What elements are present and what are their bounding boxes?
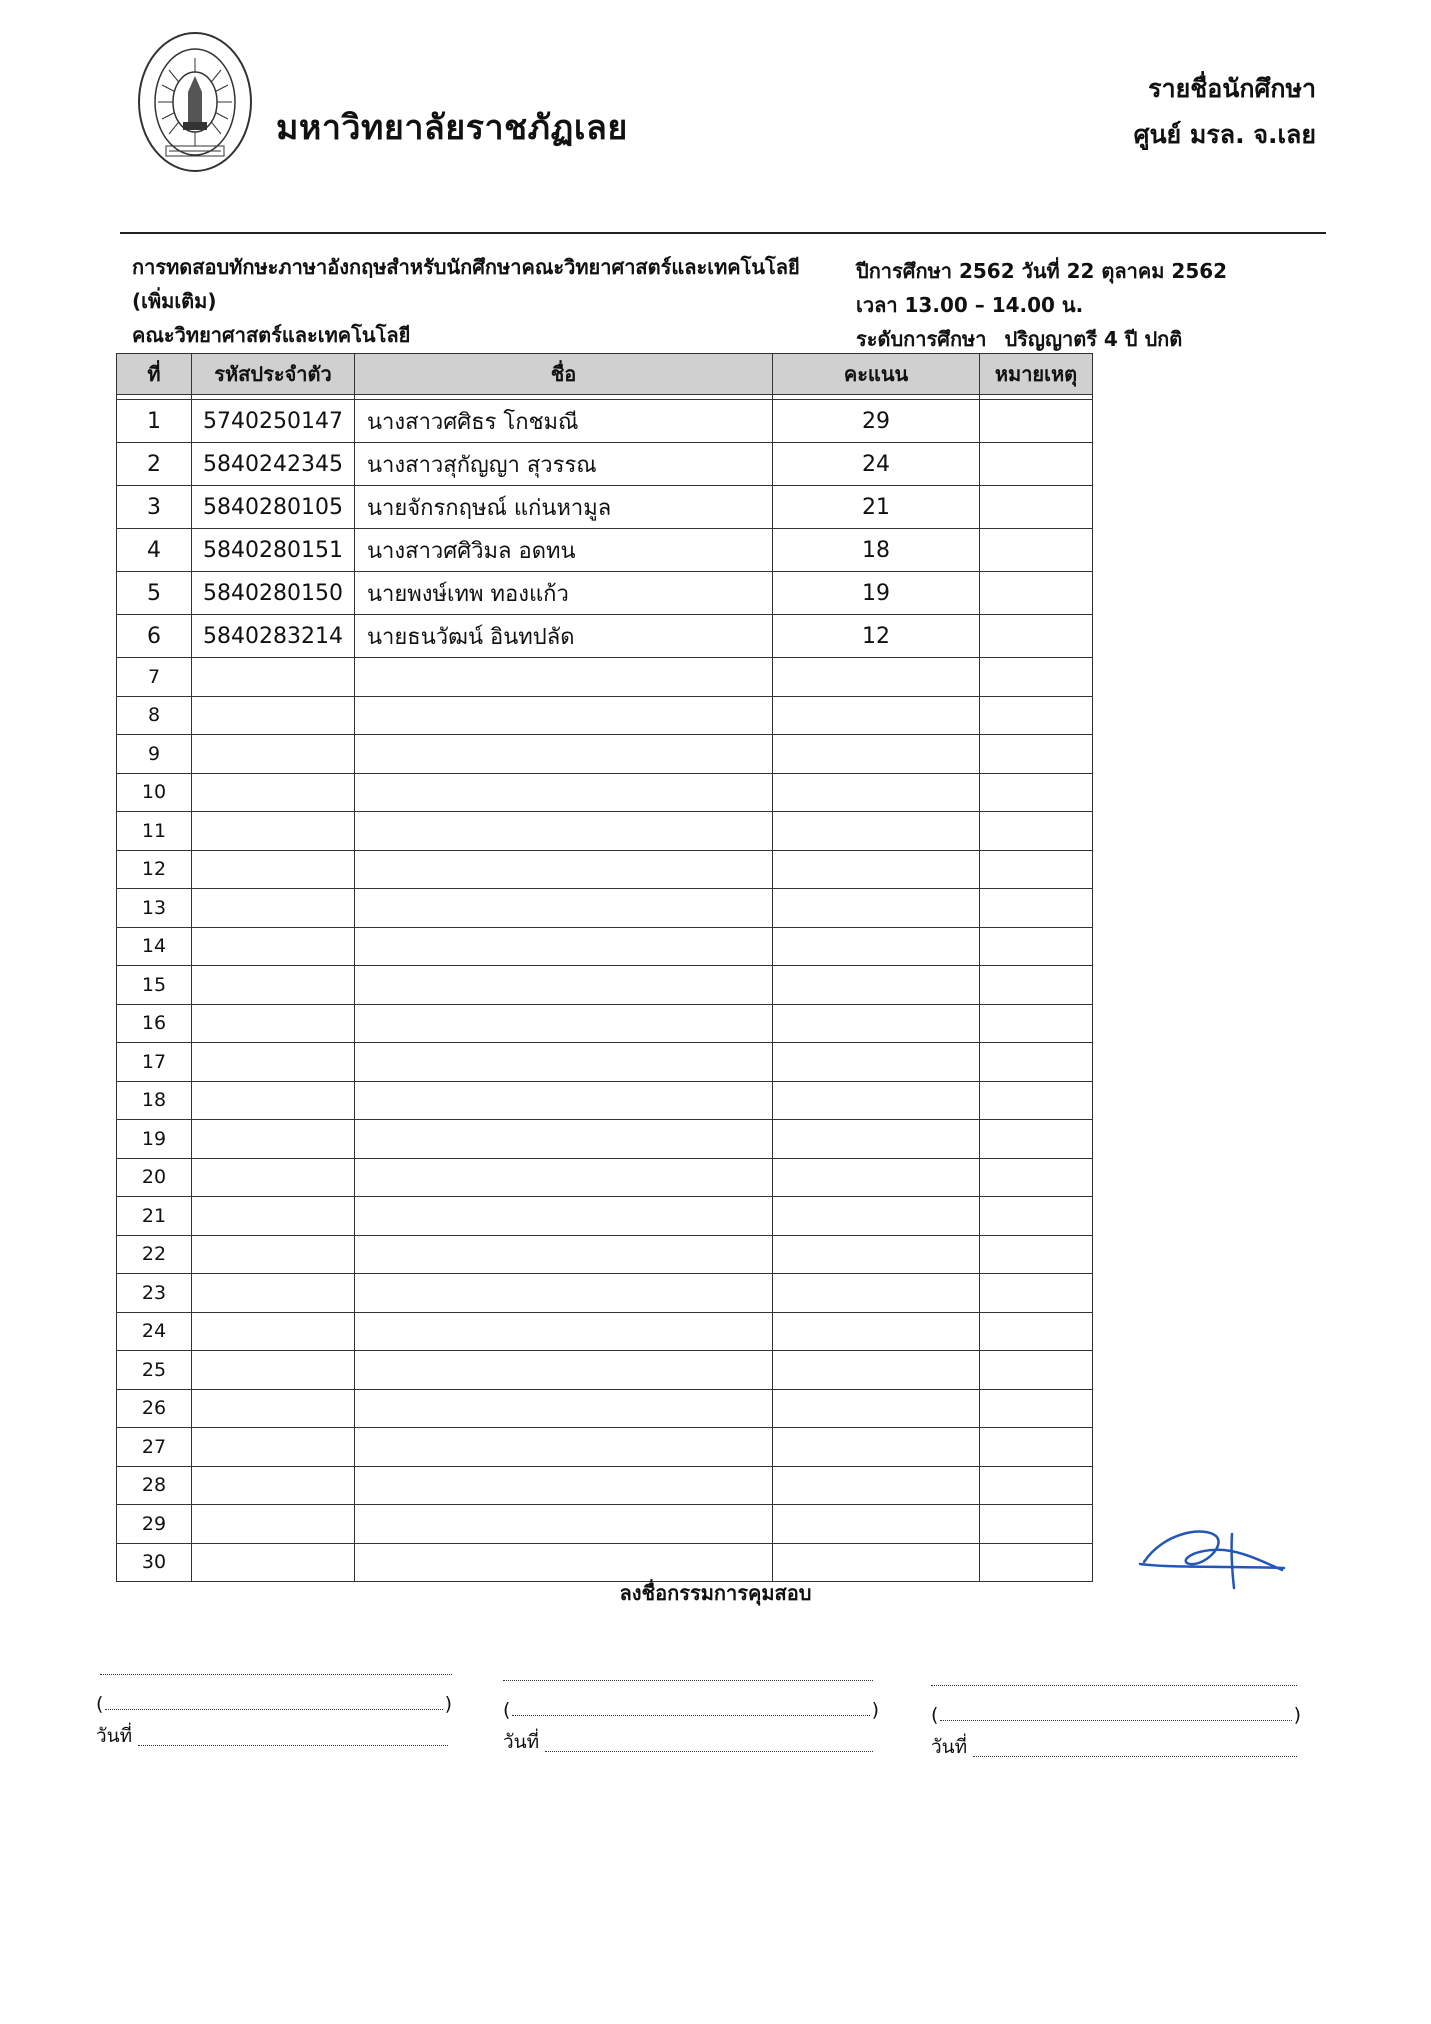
student-id: 5840283214 <box>192 615 355 658</box>
row-number: 19 <box>117 1120 192 1159</box>
education-level <box>856 322 1227 356</box>
education-level-label: ระดับการศึกษา <box>856 327 987 351</box>
row-number: 26 <box>117 1389 192 1428</box>
header-student-id: รหัสประจำตัว <box>192 354 355 395</box>
remark <box>980 1543 1093 1582</box>
student-score <box>773 1004 980 1043</box>
table-row <box>117 486 1093 529</box>
signature-name-line <box>96 1681 452 1715</box>
table-row <box>117 572 1093 615</box>
student-score <box>773 773 980 812</box>
student-name: นางสาวศศิวิมล อดทน <box>355 529 773 572</box>
row-number: 6 <box>117 615 192 658</box>
table-row <box>117 735 1093 774</box>
table-row <box>117 658 1093 697</box>
row-number: 28 <box>117 1466 192 1505</box>
table-row <box>117 773 1093 812</box>
open-paren: ( <box>96 1693 104 1715</box>
university-seal-icon <box>136 30 254 175</box>
student-id <box>192 1235 355 1274</box>
remark <box>980 615 1093 658</box>
faculty-name: คณะวิทยาศาสตร์และเทคโนโลยี <box>132 323 411 347</box>
student-score <box>773 1081 980 1120</box>
remark <box>980 1312 1093 1351</box>
row-number: 30 <box>117 1543 192 1582</box>
header-name: ชื่อ <box>355 354 773 395</box>
date-label: วันที่ <box>503 1731 540 1753</box>
row-number: 3 <box>117 486 192 529</box>
student-id <box>192 966 355 1005</box>
row-number: 22 <box>117 1235 192 1274</box>
row-number: 11 <box>117 812 192 851</box>
table-row <box>117 1274 1093 1313</box>
header-score: คะแนน <box>773 354 980 395</box>
student-id: 5840242345 <box>192 443 355 486</box>
student-score <box>773 966 980 1005</box>
table-body <box>117 395 1093 1582</box>
signature-line <box>931 1663 1297 1686</box>
student-name <box>355 1158 773 1197</box>
student-name <box>355 850 773 889</box>
student-name: นายจักรกฤษณ์ แก่นหามูล <box>355 486 773 529</box>
remark <box>980 735 1093 774</box>
exam-title-line2: (เพิ่มเติม) <box>132 289 217 313</box>
student-score <box>773 850 980 889</box>
signature-date-line <box>503 1723 879 1757</box>
row-number: 18 <box>117 1081 192 1120</box>
row-number: 1 <box>117 400 192 443</box>
table-row <box>117 400 1093 443</box>
student-score <box>773 1043 980 1082</box>
row-number: 4 <box>117 529 192 572</box>
header-remark: หมายเหตุ <box>980 354 1093 395</box>
student-id <box>192 1389 355 1428</box>
student-score <box>773 812 980 851</box>
student-name <box>355 1428 773 1467</box>
signature-name-line <box>931 1692 1301 1726</box>
student-score <box>773 1428 980 1467</box>
table-row <box>117 1428 1093 1467</box>
student-score <box>773 1466 980 1505</box>
student-id <box>192 1004 355 1043</box>
student-name <box>355 658 773 697</box>
date-label: วันที่ <box>96 1725 133 1747</box>
date-label: วันที่ <box>931 1736 968 1758</box>
remark <box>980 658 1093 697</box>
remark <box>980 812 1093 851</box>
student-id <box>192 773 355 812</box>
remark <box>980 1158 1093 1197</box>
table-row <box>117 1004 1093 1043</box>
student-name <box>355 1312 773 1351</box>
signature-date-line <box>96 1717 452 1751</box>
remark <box>980 927 1093 966</box>
student-name <box>355 1351 773 1390</box>
signature-heading: ลงชื่อกรรมการคุมสอบ <box>619 1581 812 1605</box>
table-row <box>117 1043 1093 1082</box>
student-name <box>355 1235 773 1274</box>
row-number: 24 <box>117 1312 192 1351</box>
row-number: 25 <box>117 1351 192 1390</box>
education-level-value: ปริญญาตรี 4 ปี ปกติ <box>1004 327 1183 351</box>
student-name: นายพงษ์เทพ ทองแก้ว <box>355 572 773 615</box>
exam-date: ปีการศึกษา 2562 วันที่ 22 ตุลาคม 2562 <box>856 259 1228 283</box>
student-id <box>192 927 355 966</box>
remark <box>980 1043 1093 1082</box>
remark <box>980 696 1093 735</box>
student-id <box>192 1505 355 1544</box>
remark <box>980 443 1093 486</box>
student-name: นางสาวสุกัญญา สุวรรณ <box>355 443 773 486</box>
table-row <box>117 1351 1093 1390</box>
student-id <box>192 658 355 697</box>
row-number: 9 <box>117 735 192 774</box>
remark <box>980 1351 1093 1390</box>
student-score <box>773 1351 980 1390</box>
table-row <box>117 1312 1093 1351</box>
remark <box>980 966 1093 1005</box>
student-roster-table <box>116 353 1093 1582</box>
student-name <box>355 966 773 1005</box>
student-name <box>355 1389 773 1428</box>
center-name: ศูนย์ มรล. จ.เลย <box>1133 120 1316 149</box>
close-paren: ) <box>1293 1704 1301 1726</box>
student-name <box>355 1004 773 1043</box>
row-number: 12 <box>117 850 192 889</box>
exam-time: เวลา 13.00 – 14.00 น. <box>856 293 1084 317</box>
remark <box>980 889 1093 928</box>
remark <box>980 572 1093 615</box>
student-name <box>355 1197 773 1236</box>
student-name <box>355 1543 773 1582</box>
remark <box>980 1197 1093 1236</box>
student-score: 18 <box>773 529 980 572</box>
student-score: 21 <box>773 486 980 529</box>
header-no: ที่ <box>117 354 192 395</box>
student-name <box>355 735 773 774</box>
remark <box>980 1428 1093 1467</box>
student-id <box>192 1197 355 1236</box>
student-id <box>192 1543 355 1582</box>
student-name <box>355 1466 773 1505</box>
student-score <box>773 1120 980 1159</box>
student-id <box>192 696 355 735</box>
student-name <box>355 773 773 812</box>
row-number: 20 <box>117 1158 192 1197</box>
row-number: 2 <box>117 443 192 486</box>
close-paren: ) <box>444 1693 452 1715</box>
remark <box>980 400 1093 443</box>
remark <box>980 1004 1093 1043</box>
student-id <box>192 1428 355 1467</box>
student-score <box>773 1389 980 1428</box>
header-divider <box>120 232 1326 234</box>
student-name <box>355 1120 773 1159</box>
remark <box>980 1120 1093 1159</box>
student-name <box>355 1043 773 1082</box>
exam-info-left <box>132 250 800 352</box>
student-id <box>192 812 355 851</box>
table-row <box>117 850 1093 889</box>
student-id: 5840280151 <box>192 529 355 572</box>
table-row <box>117 443 1093 486</box>
table-row <box>117 927 1093 966</box>
student-id <box>192 1043 355 1082</box>
table-header-row <box>117 354 1093 395</box>
remark <box>980 486 1093 529</box>
remark <box>980 773 1093 812</box>
student-name: นางสาวศศิธร โกชมณี <box>355 400 773 443</box>
student-score: 12 <box>773 615 980 658</box>
exam-title-line1: การทดสอบทักษะภาษาอังกฤษสำหรับนักศึกษาคณะวิทยาศาสตร์และเทคโนโลยี <box>132 255 800 279</box>
student-score: 24 <box>773 443 980 486</box>
table-row <box>117 889 1093 928</box>
student-name <box>355 1505 773 1544</box>
table-row <box>117 529 1093 572</box>
signature-name-line <box>503 1687 879 1721</box>
table-row <box>117 966 1093 1005</box>
table-row <box>117 1120 1093 1159</box>
row-number: 16 <box>117 1004 192 1043</box>
open-paren: ( <box>503 1699 511 1721</box>
table-row <box>117 696 1093 735</box>
signature-block-1 <box>96 1652 452 1751</box>
student-id <box>192 1312 355 1351</box>
student-name: นายธนวัฒน์ อินทปลัด <box>355 615 773 658</box>
student-name <box>355 889 773 928</box>
table-row <box>117 812 1093 851</box>
row-number: 21 <box>117 1197 192 1236</box>
open-paren: ( <box>931 1704 939 1726</box>
row-number: 15 <box>117 966 192 1005</box>
remark <box>980 1081 1093 1120</box>
student-id <box>192 735 355 774</box>
student-score <box>773 1543 980 1582</box>
row-number: 7 <box>117 658 192 697</box>
student-score <box>773 889 980 928</box>
document-heading <box>1134 66 1316 158</box>
student-score <box>773 1312 980 1351</box>
remark <box>980 1389 1093 1428</box>
row-number: 13 <box>117 889 192 928</box>
row-number: 23 <box>117 1274 192 1313</box>
student-id <box>192 1120 355 1159</box>
table-row <box>117 1081 1093 1120</box>
table-row <box>117 1389 1093 1428</box>
signature-block-3 <box>931 1663 1301 1762</box>
student-name <box>355 1274 773 1313</box>
remark <box>980 1505 1093 1544</box>
signature-line <box>503 1658 873 1681</box>
student-score <box>773 658 980 697</box>
table-row <box>117 615 1093 658</box>
student-score <box>773 1274 980 1313</box>
row-number: 14 <box>117 927 192 966</box>
table-row <box>117 1466 1093 1505</box>
student-id <box>192 1466 355 1505</box>
university-name: มหาวิทยาลัยราชภัฏเลย <box>276 108 628 148</box>
student-score <box>773 1158 980 1197</box>
student-id <box>192 1351 355 1390</box>
student-id <box>192 1274 355 1313</box>
student-id: 5840280150 <box>192 572 355 615</box>
student-id <box>192 1081 355 1120</box>
remark <box>980 850 1093 889</box>
student-score <box>773 927 980 966</box>
student-score <box>773 1197 980 1236</box>
student-id: 5740250147 <box>192 400 355 443</box>
row-number: 27 <box>117 1428 192 1467</box>
remark <box>980 1235 1093 1274</box>
row-number: 29 <box>117 1505 192 1544</box>
row-number: 17 <box>117 1043 192 1082</box>
remark <box>980 1466 1093 1505</box>
student-id <box>192 889 355 928</box>
remark <box>980 529 1093 572</box>
student-score <box>773 1235 980 1274</box>
row-number: 10 <box>117 773 192 812</box>
student-name <box>355 927 773 966</box>
student-name <box>355 696 773 735</box>
signature-block-2 <box>503 1658 879 1757</box>
student-name <box>355 812 773 851</box>
student-score <box>773 1505 980 1544</box>
student-score <box>773 696 980 735</box>
student-id: 5840280105 <box>192 486 355 529</box>
table-row <box>117 1235 1093 1274</box>
signature-line <box>100 1652 452 1675</box>
student-score: 29 <box>773 400 980 443</box>
student-id <box>192 850 355 889</box>
table-row <box>117 1158 1093 1197</box>
student-name <box>355 1081 773 1120</box>
signature-date-line <box>931 1728 1301 1762</box>
close-paren: ) <box>871 1699 879 1721</box>
table-row <box>117 1543 1093 1582</box>
row-number: 5 <box>117 572 192 615</box>
student-id <box>192 1158 355 1197</box>
exam-info-right <box>856 254 1227 356</box>
student-score: 19 <box>773 572 980 615</box>
table-row <box>117 1505 1093 1544</box>
remark <box>980 1274 1093 1313</box>
document-title: รายชื่อนักศึกษา <box>1148 74 1316 103</box>
table-row <box>117 1197 1093 1236</box>
row-number: 8 <box>117 696 192 735</box>
student-score <box>773 735 980 774</box>
